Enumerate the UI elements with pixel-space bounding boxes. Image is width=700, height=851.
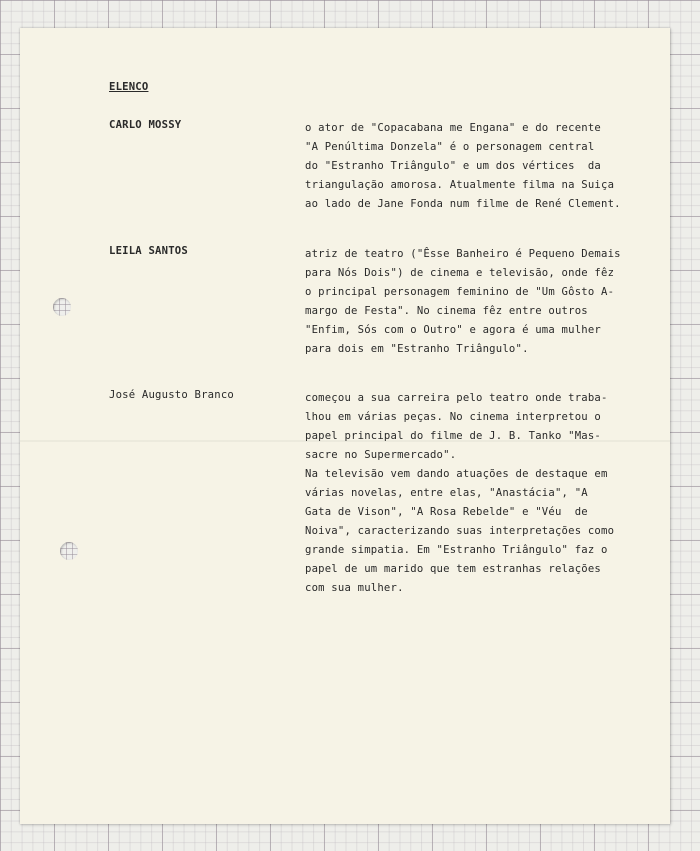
description-line: Gata de Vison", "A Rosa Rebelde" e "Véu de [305,506,588,518]
description-line: papel principal do filme de J. B. Tanko "Mas- [305,430,602,442]
cast-description-leila-santos [305,245,621,359]
description-line: o principal personagem feminino de "Um Gôsto A- [305,286,615,298]
description-line: o ator de "Copacabana me Engana" e do recente [305,122,602,134]
description-line: "Enfim, Sós com o Outro" e agora é uma mulher [305,324,602,336]
description-line: Noiva", caracterizando suas interpretações como [305,525,615,537]
description-line: atriz de teatro ("Êsse Banheiro é Pequeno Demais [305,248,621,260]
description-line: papel de um marido que tem estranhas relações [305,563,602,575]
description-line: para Nós Dois") de cinema e televisão, onde fêz [305,267,615,279]
description-line: para dois em "Estranho Triângulo". [305,343,529,355]
description-line: várias novelas, entre elas, "Anastácia", "A [305,487,588,499]
description-line: Na televisão vem dando atuações de destaque em [305,468,608,480]
punch-hole-bottom [60,542,78,560]
description-line: triangulação amorosa. Atualmente filma na Suiça [305,179,615,191]
description-line: do "Estranho Triângulo" e um dos vértices da [305,160,602,172]
cast-description-carlo-mossy [305,119,621,214]
description-line: lhou em várias peças. No cinema interpretou o [305,411,602,423]
section-heading: ELENCO [109,81,149,93]
cast-name-carlo-mossy: CARLO MOSSY [109,119,182,131]
cast-name-jose-augusto-branco: José Augusto Branco [109,389,234,401]
description-line: começou a sua carreira pelo teatro onde traba- [305,392,608,404]
cast-name-leila-santos: LEILA SANTOS [109,245,188,257]
description-line: com sua mulher. [305,582,404,594]
description-line: "A Penúltima Donzela" é o personagem central [305,141,595,153]
punch-hole-top [53,298,71,316]
cast-description-jose-augusto-branco [305,389,614,598]
description-line: ao lado de Jane Fonda num filme de René Clement. [305,198,621,210]
description-line: margo de Festa". No cinema fêz entre outros [305,305,588,317]
description-line: grande simpatia. Em "Estranho Triângulo" faz o [305,544,608,556]
typed-document-sheet [20,28,670,824]
description-line: sacre no Supermercado". [305,449,457,461]
